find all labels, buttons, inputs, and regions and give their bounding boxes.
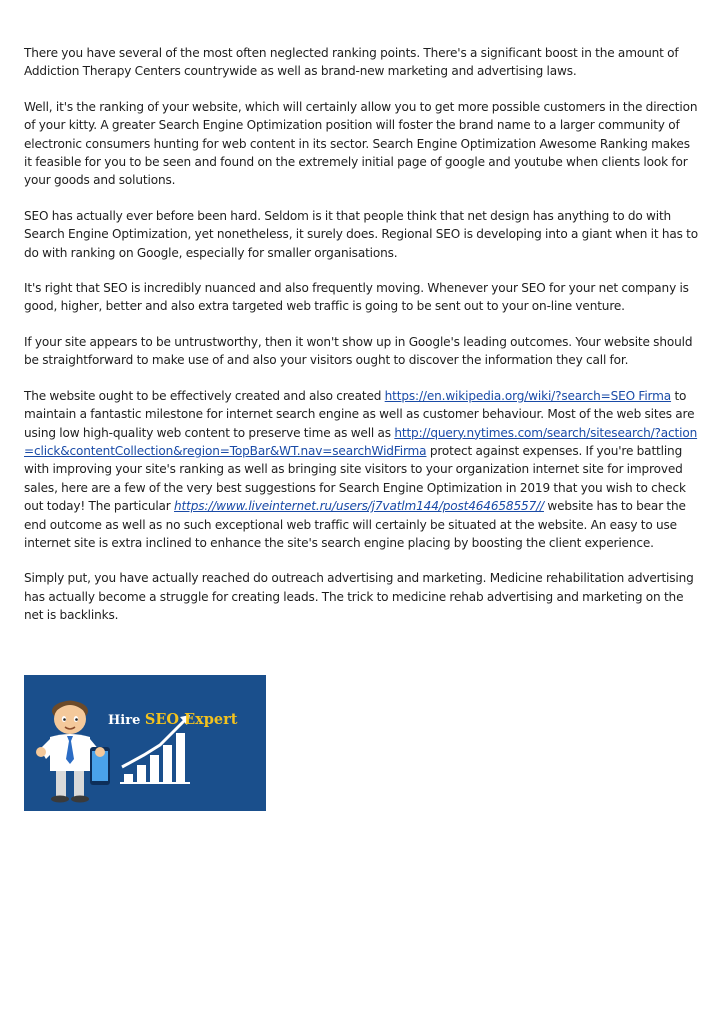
paragraph-4: It's right that SEO is incredibly nuanced and also frequently moving. Whenever your SEO for your net company is good, higher, better and also extra targeted web traffic is going to be sent out to your on-line venture. xyxy=(24,281,689,314)
paragraph-3: SEO has actually ever before been hard. Seldom is it that people think that net design has anything to do with Search Engine Optimization, yet nonetheless, it surely does. Regional SEO is developing into a giant when it has to do with ranking on Google, especially for smaller organisations. xyxy=(24,208,698,260)
paragraph-6-text-2: to maintain a fantastic milestone for internet search engine as well as customer behaviour. Most of the web sites are using low high-quality web content to preserve time as well as xyxy=(24,388,695,440)
article-body xyxy=(24,44,699,642)
paragraph-7: Simply put, you have actually reached do outreach advertising and marketing. Medicine rehabilitation advertising has actually become a struggle for creating leads. The trick to medicine rehab advertising and marketing on the net is backlinks. xyxy=(24,571,694,623)
banner-word-seo-expert: SEO Expert xyxy=(144,711,238,728)
paragraph-5: If your site appears to be untrustworthy, then it won't show up in Google's leading outcomes. Your website should be straightforward to make use of and also your visitors ought to discover the information they call for. xyxy=(24,334,693,368)
paragraph-6-text-4: website has to bear the end outcome as well as no such exceptional web traffic will certainly be situated at the website. An easy to use internet site is extra inclined to enhance the site's search engine placing by boosting the client experience. xyxy=(24,499,686,550)
banner-word-hire: Hire xyxy=(108,713,141,728)
hire-seo-expert-banner xyxy=(24,675,266,811)
nytimes-link[interactable]: http://query.nytimes.com/search/sitesearch/?action=click&contentCollection&region=TopBar&WT.nav=searchWidFirma xyxy=(24,425,698,458)
paragraph-2: Well, it's the ranking of your website, which will certainly allow you to get more possible customers in the direction of your kitty. A greater Search Engine Optimization position will foster the brand name to a larger community of electronic consumers hunting for web content in its sector. Search Engine Optimization Awesome Ranking makes it feasible for you to be seen and found on the extremely initial page of google and youtube when clients look for your goods and solutions. xyxy=(24,99,698,188)
paragraph-1: There you have several of the most often neglected ranking points. There's a significant boost in the amount of Addiction Therapy Centers countrywide as well as brand-new marketing and advertising laws. xyxy=(24,46,679,79)
paragraph-6-text-3: protect against expenses. If you're battling with improving your site's ranking as well as bringing site visitors to your organization internet site for improved sales, here are a few of the very best suggestions for Search Engine Optimization in 2019 that you wish to check out today! The particular xyxy=(24,443,686,514)
liveinternet-link[interactable]: https://www.liveinternet.ru/users/j7vatlm144/post464658557// xyxy=(174,499,544,514)
paragraph-6-text-1: The website ought to be effectively created and also created xyxy=(24,388,385,403)
wikipedia-link[interactable]: https://en.wikipedia.org/wiki/?search=SEO Firma xyxy=(384,388,672,403)
phone-icon xyxy=(90,747,110,785)
paragraph-6 xyxy=(24,387,699,553)
seo-expert-illustration xyxy=(24,675,266,811)
banner-title xyxy=(108,711,237,728)
